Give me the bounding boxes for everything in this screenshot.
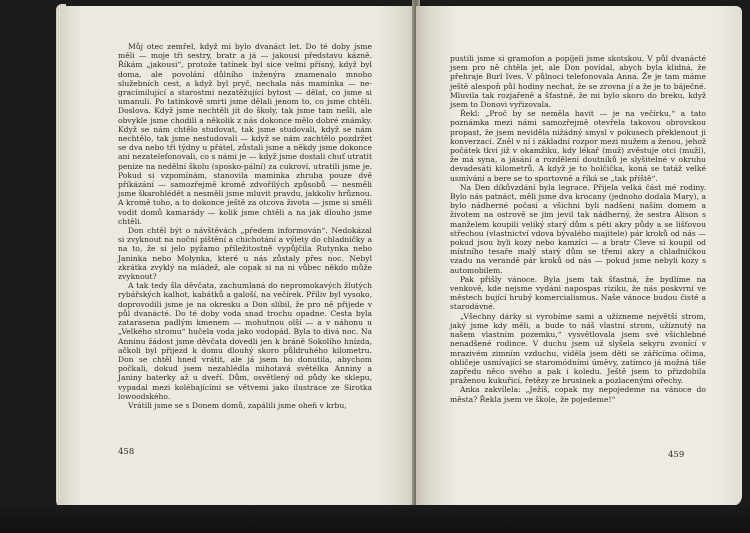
table-surface [0, 505, 750, 533]
page-number-left: 458 [118, 447, 135, 457]
paragraph: „Všechny dárky si vyrobíme sami a užízneme největší strom, jaký jsme kdy měli, a bude to náš vlastní strom, užíznutý na našem vlastním pozemku,“ vysvětlovala jsem své všichlebné nenadšené rodince. V duchu jsem už slyšela sekyru zvonící v mrazivém zimním vzduchu, viděla jsem děti se zářícíma očima, obličeje usmívající se staromódními úměvy, zatímco já možná tiše zapředu něco svého a pak i koledu. Ještě jsem to přizdobila praženou kukuřicí, řetězy ze brusinek a pozlacenými ořechy. [450, 311, 706, 386]
paragraph: Vrátili jsme se s Donem domů, zapálili jsme oheň v krbu, [128, 400, 347, 410]
right-page [416, 6, 742, 506]
open-book [8, 0, 742, 533]
right-page-text [450, 54, 706, 404]
paragraph: Anka zakvílela: „Ježíš, copak my nepojedeme na vánoce do města? Řekla jsem ve škole, že pojedeme!“ [450, 385, 706, 404]
left-page [60, 6, 416, 506]
left-page-text [118, 42, 372, 410]
page-number-right: 459 [668, 450, 685, 460]
paragraph: Řekl: „Proč by se neměla bavit — je na večírku,“ a tato poznámka mezi námi samozřejmě otevřela takovou obrovskou propast, že jsem neviděla nižádný smysl v pokusech překlenout ji konverzací. Zněl v ní i základní rozpor mezi mužem a ženou, jehož počátek tkví již v okamžiku, kdy lékař (muž) zvěstuje otci (muži), že má syna, a jásání a rozdělení doutníků je slyšitelné v okruhu devadesáti kilometrů. A když je to holčička, koná se tatáž velké usmívání a bere se to sportovně a říká se „tak příště“. [450, 109, 706, 183]
paragraph: Na Den díkůvzdání byla legrace. Přijela velká část mé rodiny. Bylo nás patnáct, měli jsme dva krocany (jednoho dodala Mary), a bylo nádherné počasí a všichni byli nadšeni naším domem a životem na ostrově se jim jevil tak nádherný, že sestra Alison s manželem koupili veliký starý dům s pěti akry půdy a se lišťovou střechou (vlastnictví vdova bývalého majitele) pár kroků od nás — pokud jsou byli kozy nebo kamzíci — a bratr Cleve si koupil od místního tesaře malý starý dům se třemi akry a chladničkou vzadu na verandě pár kroků od nás — pokud jsme nebyli kozy s automobilem. [450, 182, 706, 275]
paragraph: Don chtěl být o návštěvách „předem informován“. Nedokázal si zvyknout na noční pištění a chichotání a výlety do chladničky a na to, že si jelo pyžamo příležitostně vypůjčila Rutynka nebo Janinka nebo Molynka, které u nás zůstaly přes noc. Nebyl zkrátka zvyklý na mládež, ale copak si na ni vůbec někdo může zvyknout? [118, 226, 372, 282]
paragraph: Pak přišly vánoce. Byla jsem tak šťastná, že bydlíme na venkově, kde nejsme vydáni napospas riziku, že nás poskvrní ve městech bující hrubý komercialismus. Naše vánoce budou čisté a starodávné. [450, 274, 706, 312]
paragraph: pustili jsme si gramofon a popíjeli jsme skotskou. V půl dvanácté jsem pro ně chtěla jet, ale Don povídal, abych byla klidná, že přehraje Burl Ives. V půlnoci telefonovala Anna. Že je tam máme ještě alespoň půl hodiny nechat, že se zrovna jí a že je to báječné. Mluvila tak rozjařeně a šťastně, že mi bylo skoro do breku, když jsem to Donovi vyřizovala. [450, 54, 706, 110]
paragraph: A tak tedy šla děvčata, zachumlaná do nepromokavých žlutých rybářských kalhot, kabátků a galoší, na večírek. Příliv byl vysoko, doprovodili jsme je na okresku a Don slíbil, že pro ně přijede v půl dvanácté. Do té doby voda snad trochu opadne. Cesta byla zatarasena padlým kmenem — mohutnou olší — a v náhonu u „Velkého stromu“ hučela voda jako vodopád. Byla to divá noc. Na Anninu žádost jsme děvčata dovedli jen k bráně Sokolího hnízda, ačkoli byl přijezd k domu dlouhý skoro půldruhého kilometru. Don se chtěl hned vrátit, ale já jsem ho donutila, abychom počkali, dokud jsem nezahlédla mihotavá světélka Anniny a Janiny baterky až u dveří. Dům, osvětlený od půdy ke sklepu, vypadal mezi kolébajícími se větvemi jako ilustrace ze Sirotka lowoodského. [118, 281, 372, 401]
paragraph: Můj otec zemřel, když mi bylo dvanáct let. Do té doby jsme měli — moje tři sestry, bratr a já — jakousi představu kázně. Říkám „jakousi“, protože tatínek byl sice velmi přísný, když byl doma, ale povolání důlního inženýra znamenalo mnoho služebních cest, a když byl pryč, nechala nás maminka — ne-gracímilující a starostmi nezatěžující bytost — dělat, co jsme si umanuli. Po tatínkově smrti jsme dělali jenom to, co jsme chtěli. Doslova. Když jsme nechtěli jít do školy, tak jsme tam nešli, ale obvykle jsme chodili a několik z nás dokonce mělo dobré známky. Když se nám chtělo studovat, tak jsme studovali, když se nám nechtělo, tak jsme nestudovali — když se nám zachtělo pozdržet se dva nebo tři týdny u přátel, zůstali jsme a někdy jsme dokonce ani nezatelefonovali, co s námi je — když jsme dostali chuť utratit peníze na nedělní školu (sposko-pální) za cukroví, utratili jsme je. Pokud si vzpomínám, stanovila maminka zhruba pouze dvě příkázání — samozřejmě kromě zdvořilých způsobů — nesměli jsme škarohlédět a nesměli jsme mluvit pravdu, jakkoliv hrůznou. A kromě toho, a to dokonce ještě za otcova života — jsme si směli vodit domů kamarády — kolik jsme chtěli a na jak dlouho jsme chtěli. [118, 42, 372, 226]
